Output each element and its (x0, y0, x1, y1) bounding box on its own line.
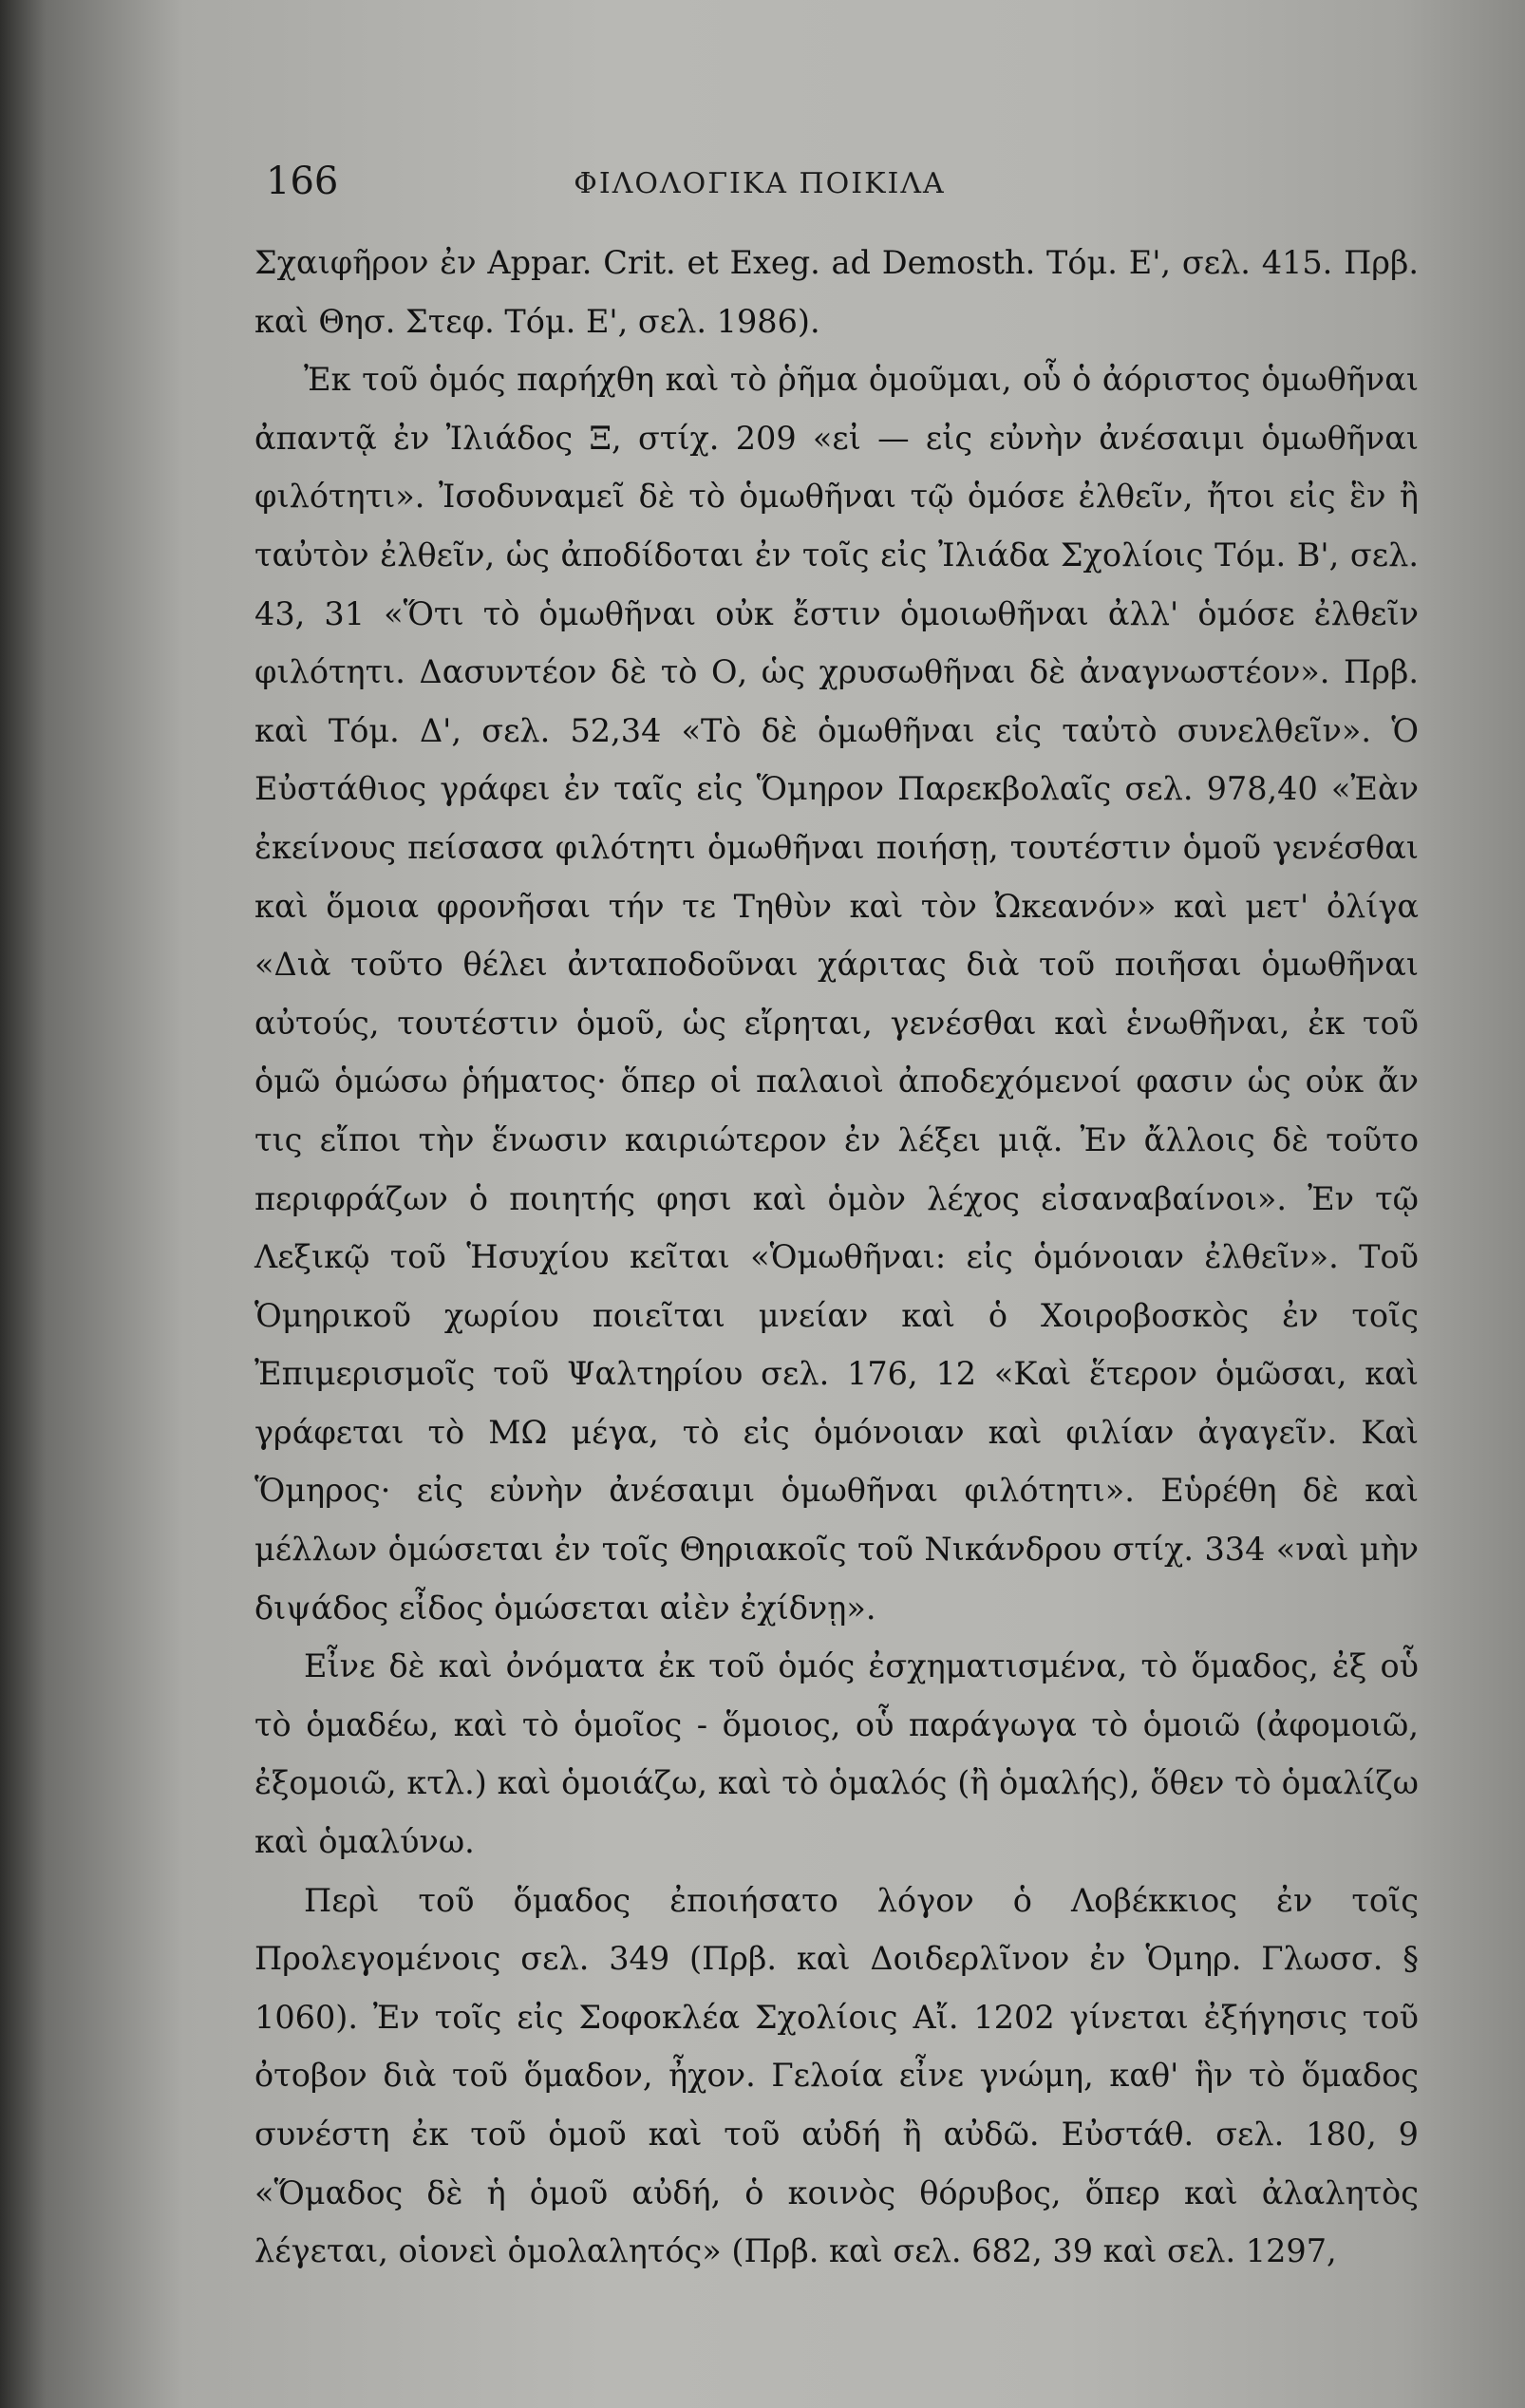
body-text (254, 234, 1419, 2281)
running-title: ΦΙΛΟΛΟΓΙΚΑ ΠΟΙΚΙΛΑ (574, 167, 946, 200)
paragraph-2: Ἐκ τοῦ ὁμός παρήχθη καὶ τὸ ῥῆμα ὁμοῦμαι, οὗ ὁ ἀόριστος ὁμωθῆναι ἀπαντᾷ ἐν Ἰλιάδος Ξ, στίχ. 209 «εἰ — εἰς εὐνὴν ἀνέσαιμι ὁμωθῆναι φιλότητι». Ἰσοδυναμεῖ δὲ τὸ ὁμωθῆναι τῷ ὁμόσε ἐλθεῖν, ἤτοι εἰς ἓν ἢ ταὐτὸν ἐλθεῖν, ὡς ἀποδίδοται ἐν τοῖς εἰς Ἰλιάδα Σχολίοις Τόμ. Β', σελ. 43, 31 «Ὅτι τὸ ὁμωθῆναι οὐκ ἔστιν ὁμοιωθῆναι ἀλλ' ὁμόσε ἐλθεῖν φιλότητι. Δασυντέον δὲ τὸ Ο, ὡς χρυσωθῆναι δὲ ἀναγνωστέον». Πρβ. καὶ Τόμ. Δ', σελ. 52,34 «Τὸ δὲ ὁμωθῆναι εἰς ταὐτὸ συνελθεῖν». Ὁ Εὐστάθιος γράφει ἐν ταῖς εἰς Ὅμηρον Παρεκβολαῖς σελ. 978,40 «Ἐὰν ἐκείνους πείσασα φιλότητι ὁμωθῆναι ποιήσῃ, τουτέστιν ὁμοῦ γενέσθαι καὶ ὅμοια φρονῆσαι τήν τε Τηθὺν καὶ τὸν Ὠκεανόν» καὶ μετ' ὀλίγα «Διὰ τοῦτο θέλει ἀνταποδοῦναι χάριτας διὰ τοῦ ποιῆσαι ὁμωθῆναι αὐτούς, τουτέστιν ὁμοῦ, ὡς εἴρηται, γενέσθαι καὶ ἑνωθῆναι, ἐκ τοῦ ὁμῶ ὁμώσω ῥήματος· ὅπερ οἱ παλαιοὶ ἀποδεχόμενοί φασιν ὡς οὐκ ἄν τις εἴποι τὴν ἕνωσιν καιριώτερον ἐν λέξει μιᾷ. Ἐν ἄλλοις δὲ τοῦτο περιφράζων ὁ ποιητής φησι καὶ ὁμὸν λέχος εἰσαναβαίνοι». Ἐν τῷ Λεξικῷ τοῦ Ἡσυχίου κεῖται «Ὁμωθῆναι: εἰς ὁμόνοιαν ἐλθεῖν». Τοῦ Ὁμηρικοῦ χωρίου ποιεῖται μνείαν καὶ ὁ Χοιροβοσκὸς ἐν τοῖς Ἐπιμερισμοῖς τοῦ Ψαλτηρίου σελ. 176, 12 «Καὶ ἕτερον ὁμῶσαι, καὶ γράφεται τὸ ΜΩ μέγα, τὸ εἰς ὁμόνοιαν καὶ φιλίαν ἀγαγεῖν. Καὶ Ὅμηρος· εἰς εὐνὴν ἀνέσαιμι ὁμωθῆναι φιλότητι». Εὑρέθη δὲ καὶ μέλλων ὁμώσεται ἐν τοῖς Θηριακοῖς τοῦ Νικάνδρου στίχ. 334 «ναὶ μὴν διψάδος εἶδος ὁμώσεται αἰὲν ἐχίδνῃ». (254, 361, 1419, 1627)
page-header (256, 160, 1263, 216)
paragraph-1: Σχαιφῆρον ἐν Appar. Crit. et Exeg. ad Demosth. Τόμ. Ε', σελ. 415. Πρβ. καὶ Θησ. Στεφ. Τόμ. Ε', σελ. 1986). (254, 244, 1419, 340)
page-number: 166 (266, 160, 339, 203)
paragraph-3: Εἶνε δὲ καὶ ὀνόματα ἐκ τοῦ ὁμός ἐσχηματισμένα, τὸ ὅμαδος, ἐξ οὗ τὸ ὁμαδέω, καὶ τὸ ὁμοῖος - ὅμοιος, οὗ παράγωγα τὸ ὁμοιῶ (ἀφομοιῶ, ἐξομοιῶ, κτλ.) καὶ ὁμοιάζω, καὶ τὸ ὁμαλός (ἢ ὁμαλής), ὅθεν τὸ ὁμαλίζω καὶ ὁμαλύνω. (254, 1647, 1419, 1861)
paragraph-4: Περὶ τοῦ ὅμαδος ἐποιήσατο λόγον ὁ Λοβέκκιος ἐν τοῖς Προλεγομένοις σελ. 349 (Πρβ. καὶ Δοιδερλῖνον ἐν Ὁμηρ. Γλωσσ. § 1060). Ἐν τοῖς εἰς Σοφοκλέα Σχολίοις Αἴ. 1202 γίνεται ἐξήγησις τοῦ ὀτοβον διὰ τοῦ ὅμαδον, ἦχον. Γελοία εἶνε γνώμη, καθ' ἣν τὸ ὅμαδος συνέστη ἐκ τοῦ ὁμοῦ καὶ τοῦ αὐδή ἢ αὐδῶ. Εὐστάθ. σελ. 180, 9 «Ὅμαδος δὲ ἡ ὁμοῦ αὐδή, ὁ κοινὸς θόρυβος, ὅπερ καὶ ἀλαλητὸς λέγεται, οἱονεὶ ὁμολαλητός» (Πρβ. καὶ σελ. 682, 39 καὶ σελ. 1297, (254, 1881, 1419, 2270)
